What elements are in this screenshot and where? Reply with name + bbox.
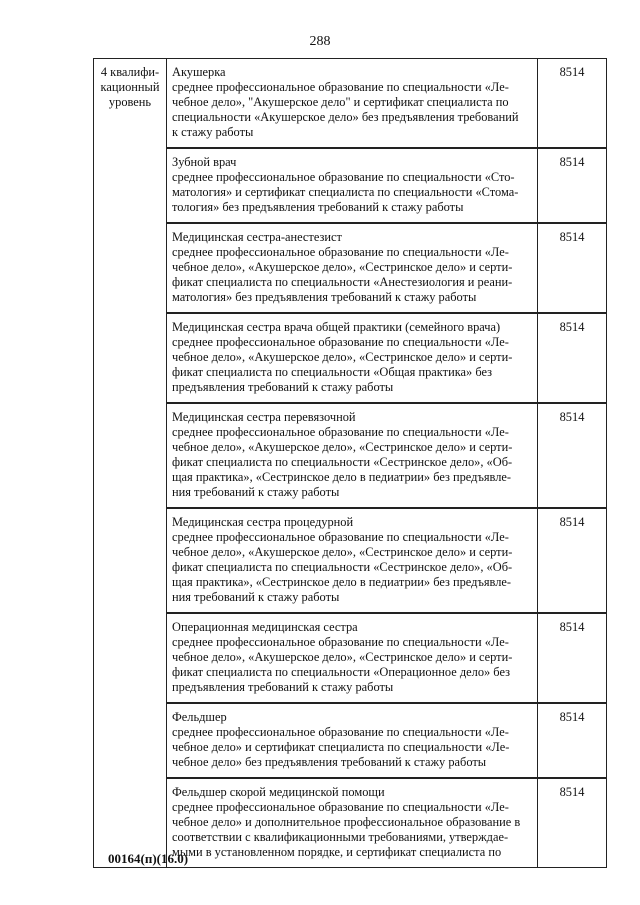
position-requirement-line: матология» без предъявления требований к стажу работы: [172, 290, 477, 304]
position-requirement-line: чебное дело», «Акушерское дело», «Сестринское дело» и серти-: [172, 650, 513, 664]
okz-code-cell: [538, 779, 607, 868]
position-title: Зубной врач: [172, 155, 237, 169]
position-block: [167, 614, 537, 702]
position-requirement-line: матология» и сертификат специалиста по специальности «Стома-: [172, 185, 519, 199]
position-title: Медицинская сестра врача общей практики (семейного врача): [172, 320, 501, 334]
position-requirement-line: чебное дело» и сертификат специалиста по специальности «Ле-: [172, 740, 510, 754]
table-row: [94, 59, 607, 148]
okz-code: 8514: [559, 230, 585, 244]
okz-code-cell: [538, 404, 607, 508]
qualification-level-line: кационный: [100, 80, 160, 94]
position-description-cell: [167, 224, 538, 313]
position-title: Медицинская сестра процедурной: [172, 515, 354, 529]
position-description-cell: [167, 404, 538, 508]
position-description-cell: [167, 59, 538, 148]
qualification-level-cell: [94, 59, 167, 868]
okz-code-cell: [538, 224, 607, 313]
table-row: [94, 404, 607, 508]
position-requirement-line: фикат специалиста по специальности «Общая практика» без: [172, 365, 493, 379]
okz-code: 8514: [559, 155, 585, 169]
okz-code: 8514: [559, 710, 585, 724]
position-requirement-line: фикат специалиста по специальности «Анестезиология и реани-: [172, 275, 513, 289]
position-requirement-line: к стажу работы: [172, 125, 254, 139]
okz-code-cell: [538, 59, 607, 148]
position-requirement-line: фикат специалиста по специальности «Сестринское дело», «Об-: [172, 455, 513, 469]
position-requirement-line: среднее профессиональное образование по специальности «Ле-: [172, 530, 509, 544]
position-title: Фельдшер: [172, 710, 227, 724]
position-requirement-line: фикат специалиста по специальности «Сестринское дело», «Об-: [172, 560, 513, 574]
position-requirement-line: мыми в установленном порядке, и сертификат специалиста по: [172, 845, 502, 859]
position-block: [167, 224, 537, 312]
document-code: 00164(п)(16.0): [108, 851, 189, 866]
position-requirement-line: чебное дело», "Акушерское дело" и сертификат специалиста по: [172, 95, 509, 109]
okz-code: 8514: [559, 785, 585, 799]
position-requirement-line: чебное дело», «Акушерское дело», «Сестринское дело» и серти-: [172, 545, 513, 559]
position-requirement-line: среднее профессиональное образование по специальности «Ле-: [172, 725, 509, 739]
okz-code-cell: [538, 509, 607, 613]
position-requirement-line: чебное дело» без предъявления требований к стажу работы: [172, 755, 487, 769]
table-row: [94, 509, 607, 613]
position-block: [167, 704, 537, 777]
table-row: [94, 224, 607, 313]
page-number: 288: [309, 34, 331, 49]
position-title: Акушерка: [172, 65, 226, 79]
position-title: Операционная медицинская сестра: [172, 620, 358, 634]
position-requirement-line: предъявления требований к стажу работы: [172, 680, 394, 694]
position-block: [167, 509, 537, 612]
okz-code-cell: [538, 704, 607, 778]
position-requirement-line: чебное дело», «Акушерское дело», «Сестринское дело» и серти-: [172, 260, 513, 274]
position-requirement-line: тология» без предъявления требований к стажу работы: [172, 200, 464, 214]
okz-code: 8514: [559, 65, 585, 79]
position-requirement-line: среднее профессиональное образование по специальности «Ле-: [172, 245, 509, 259]
position-title: Медицинская сестра перевязочной: [172, 410, 356, 424]
okz-code: 8514: [559, 620, 585, 634]
okz-code-cell: [538, 149, 607, 223]
okz-code-cell: [538, 314, 607, 403]
okz-code: 8514: [559, 320, 585, 334]
position-requirement-line: среднее профессиональное образование по специальности «Ле-: [172, 80, 509, 94]
okz-code: 8514: [559, 410, 585, 424]
position-requirement-line: специальности «Акушерское дело» без предъявления требований: [172, 110, 519, 124]
position-requirement-line: предъявления требований к стажу работы: [172, 380, 394, 394]
position-requirement-line: щая практика», «Сестринское дело в педиатрии» без предъявле-: [172, 470, 512, 484]
qualification-table: [93, 58, 607, 868]
position-requirement-line: среднее профессиональное образование по специальности «Ле-: [172, 800, 509, 814]
position-title: Медицинская сестра-анестезист: [172, 230, 342, 244]
table-row: [94, 314, 607, 403]
position-title: Фельдшер скорой медицинской помощи: [172, 785, 385, 799]
position-requirement-line: среднее профессиональное образование по специальности «Ле-: [172, 335, 509, 349]
okz-code-cell: [538, 614, 607, 703]
table-row: [94, 704, 607, 778]
qualification-level-line: 4 квалифи-: [100, 65, 160, 79]
position-requirement-line: ния требований к стажу работы: [172, 485, 340, 499]
position-requirement-line: среднее профессиональное образование по специальности «Ле-: [172, 635, 509, 649]
table-row: [94, 614, 607, 703]
position-requirement-line: соответствии с квалификационными требованиями, утверждае-: [172, 830, 509, 844]
position-block: [167, 404, 537, 507]
position-description-cell: [167, 704, 538, 778]
position-requirement-line: щая практика», «Сестринское дело в педиатрии» без предъявле-: [172, 575, 512, 589]
position-requirement-line: чебное дело» и дополнительное профессиональное образование в: [172, 815, 521, 829]
position-requirement-line: среднее профессиональное образование по специальности «Сто-: [172, 170, 515, 184]
position-requirement-line: чебное дело», «Акушерское дело», «Сестринское дело» и серти-: [172, 350, 513, 364]
position-description-cell: [167, 779, 538, 868]
position-block: [167, 314, 537, 402]
position-description-cell: [167, 149, 538, 223]
position-block: [167, 779, 537, 867]
okz-code: 8514: [559, 515, 585, 529]
position-requirement-line: ния требований к стажу работы: [172, 590, 340, 604]
position-block: [167, 149, 537, 222]
position-block: [167, 59, 537, 147]
table-row: [94, 149, 607, 223]
position-requirement-line: среднее профессиональное образование по специальности «Ле-: [172, 425, 509, 439]
position-description-cell: [167, 314, 538, 403]
position-requirement-line: фикат специалиста по специальности «Операционное дело» без: [172, 665, 510, 679]
position-requirement-line: чебное дело», «Акушерское дело», «Сестринское дело» и серти-: [172, 440, 513, 454]
qualification-level-line: уровень: [108, 95, 152, 109]
table-body: [94, 59, 607, 868]
position-description-cell: [167, 614, 538, 703]
position-description-cell: [167, 509, 538, 613]
